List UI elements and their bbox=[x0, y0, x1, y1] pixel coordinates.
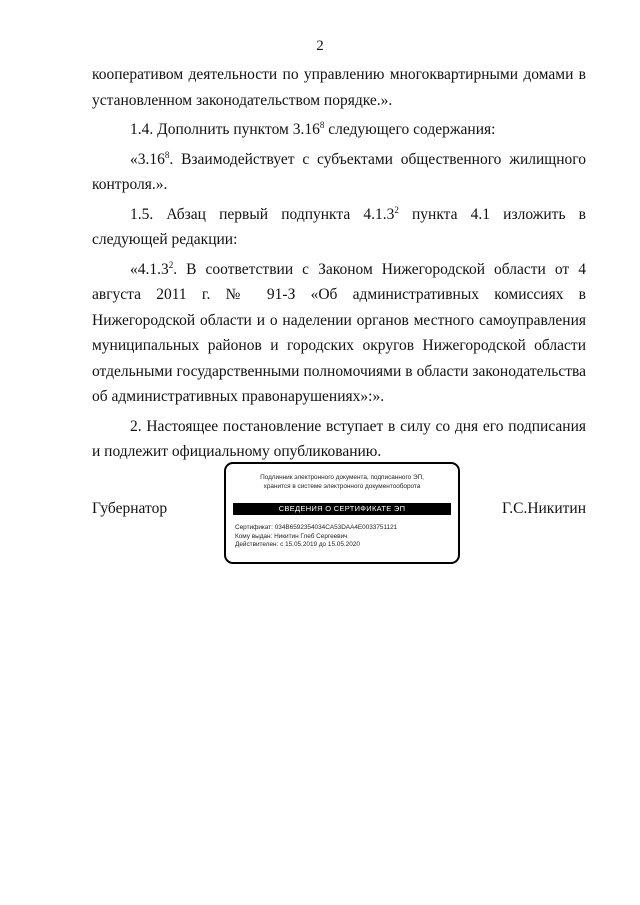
stamp-header bbox=[226, 473, 458, 491]
document-body bbox=[92, 62, 586, 465]
paragraph-text: следующего содержания: bbox=[324, 121, 496, 138]
paragraph-continuation bbox=[92, 62, 586, 113]
paragraph-3-16 bbox=[92, 147, 586, 198]
paragraph-text: кооперативом деятельности по управлению многоквартирными домами в установленном законодательством порядке.». bbox=[92, 66, 586, 109]
superscript: 8 bbox=[319, 120, 325, 130]
paragraph-text: . Взаимодействует с субъектами общественного жилищного контроля.». bbox=[92, 150, 586, 193]
stamp-certificate-header: СВЕДЕНИЯ О СЕРТИФИКАТЕ ЭП bbox=[233, 503, 451, 515]
paragraph-text: 1.5. Абзац первый подпункта 4.1.3 bbox=[130, 205, 395, 223]
paragraph-1-4 bbox=[92, 117, 586, 143]
superscript: 2 bbox=[394, 204, 399, 215]
paragraph-text: «4.1.3 bbox=[130, 260, 169, 278]
signatory-title: Губернатор bbox=[92, 500, 168, 517]
paragraph-2 bbox=[92, 414, 586, 465]
stamp-line-2: хранится в системе электронного документооборота bbox=[263, 483, 421, 490]
stamp-certificate: Сертификат: 034B6592354034CA53DAA4E0033751121 bbox=[235, 524, 398, 531]
paragraph-text: пункта 4.1 изложить в следующей редакции: bbox=[92, 205, 586, 248]
stamp-validity: Действителен: с 15.05.2019 до 15.05.2020 bbox=[235, 541, 360, 549]
paragraph-1-5 bbox=[92, 202, 586, 253]
electronic-signature-stamp bbox=[224, 462, 460, 564]
paragraph-text: «3.16 bbox=[130, 150, 165, 168]
stamp-details bbox=[235, 524, 458, 550]
paragraph-text: 2. Настоящее постановление вступает в силу со дня его подписания и подлежит официальному опубликованию. bbox=[92, 417, 586, 460]
page-number: 2 bbox=[316, 38, 324, 54]
signatory-name: Г.С.Никитин bbox=[502, 500, 586, 517]
paragraph-4-1-3 bbox=[92, 257, 586, 410]
superscript: 8 bbox=[164, 149, 170, 160]
signature-block bbox=[92, 462, 586, 568]
stamp-line-1: Подлинник электронного документа, подписанного ЭП, bbox=[260, 474, 424, 481]
stamp-issued-to: Кому выдан: Никитин Глеб Сергеевич bbox=[235, 532, 348, 540]
superscript: 2 bbox=[168, 259, 174, 270]
paragraph-text: 1.4. Дополнить пунктом 3.16 bbox=[130, 121, 320, 138]
paragraph-text: . В соответствии с Законом Нижегородской области от 4 августа 2011 г. № 91-З «Об административных комиссиях в Нижегородской области и о наделении органов местного самоуправления муниципальных районов и городских округов Нижегородской области отдельными государственными полномочиями в области законодательства об административных правонарушениях»:». bbox=[92, 260, 586, 405]
